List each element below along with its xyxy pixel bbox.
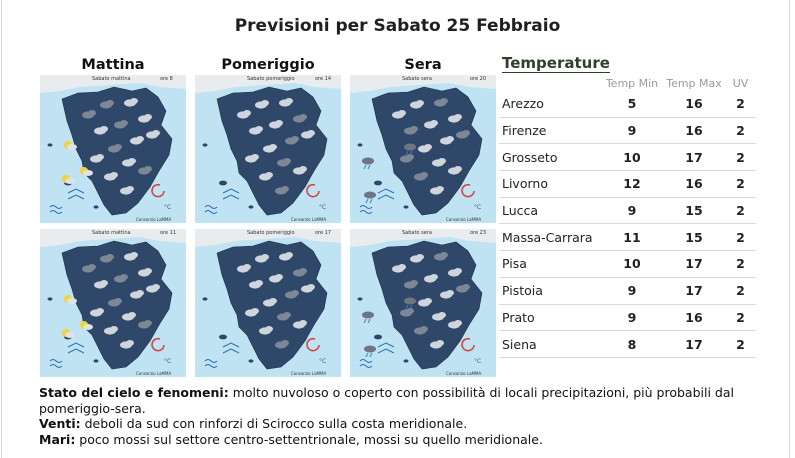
temperature-row	[499, 224, 756, 251]
uv-header: UV	[732, 76, 749, 90]
forecast-map	[350, 229, 496, 377]
temperature-rows	[499, 91, 756, 357]
temp-max-value: 17	[663, 331, 725, 358]
city-name: Pistoia	[499, 277, 601, 304]
temp-max-value: 16	[663, 91, 725, 117]
map-label: Sabato mattina	[92, 230, 131, 236]
temperature-row	[499, 277, 756, 304]
temp-min-header: Temp Min	[605, 76, 659, 90]
sea-line	[39, 432, 764, 448]
uv-value: 2	[725, 224, 756, 251]
city-name: Pisa	[499, 251, 601, 278]
column-header-mattina: Mattina	[81, 57, 145, 73]
forecast-map	[40, 75, 186, 223]
sea-text: poco mossi sul settore centro-settentrionale, mossi su quello meridionale.	[75, 431, 543, 447]
uv-value: 2	[725, 331, 756, 358]
map-credit: Consorzio LaMMA	[446, 217, 482, 222]
map-credit: Consorzio LaMMA	[446, 371, 482, 376]
city-name: Lucca	[499, 197, 601, 224]
svg-text:°C: °C	[474, 204, 482, 211]
map-time: ore 14	[315, 76, 332, 82]
city-header	[499, 75, 601, 91]
city-name: Livorno	[499, 171, 601, 198]
svg-text:°C: °C	[474, 358, 482, 365]
wind-text: deboli da sud con rinforzi di Scirocco sulla costa meridionale.	[80, 416, 468, 431]
uv-value: 2	[725, 91, 756, 117]
map-time: ore 23	[470, 230, 487, 236]
map-credit: Consorzio LaMMA	[136, 217, 172, 222]
map-time: ore 11	[160, 230, 177, 236]
temp-max-value: 17	[663, 251, 725, 278]
temp-min-value: 9	[601, 304, 663, 331]
temperature-row	[499, 171, 756, 198]
map-label: Sabato pomeriggio	[247, 76, 295, 82]
temp-max-value: 17	[663, 144, 725, 171]
svg-text:°C: °C	[319, 204, 327, 211]
sky-label: Stato del cielo e fenomeni:	[39, 385, 229, 400]
page-border-right	[789, 0, 790, 458]
column-header-sera: Sera	[404, 57, 442, 73]
temp-min-value: 8	[601, 331, 663, 358]
temperature-row	[499, 91, 756, 117]
city-name: Siena	[499, 331, 601, 358]
temp-min-value: 10	[601, 251, 663, 278]
map-credit: Consorzio LaMMA	[136, 371, 172, 376]
forecast-map	[195, 229, 341, 377]
temp-max-value: 15	[663, 224, 725, 251]
map-time: ore 8	[160, 76, 173, 82]
temp-min-value: 11	[601, 224, 663, 251]
temperature-header-row	[499, 75, 756, 91]
svg-text:°C: °C	[164, 358, 172, 365]
svg-text:°C: °C	[319, 358, 327, 365]
temperature-table	[499, 75, 756, 358]
map-credit: Consorzio LaMMA	[291, 217, 327, 222]
page-border-left	[1, 0, 2, 458]
uv-value: 2	[725, 251, 756, 278]
temperature-row	[499, 144, 756, 171]
temp-max-value: 16	[663, 117, 725, 144]
map-time: ore 20	[470, 76, 487, 82]
column-header-pomeriggio: Pomeriggio	[221, 57, 315, 73]
forecast-map	[40, 229, 186, 377]
uv-value: 2	[725, 117, 756, 144]
temp-min-value: 9	[601, 197, 663, 224]
sky-line	[39, 385, 764, 416]
temp-min-value: 5	[601, 91, 663, 117]
uv-value: 2	[725, 171, 756, 198]
temperature-row	[499, 251, 756, 278]
temperature-row	[499, 197, 756, 224]
page-title: Previsioni per Sabato 25 Febbraio	[234, 16, 561, 36]
map-credit: Consorzio LaMMA	[291, 371, 327, 376]
map-label: Sabato sera	[402, 76, 432, 82]
sea-label: Mari:	[39, 431, 76, 447]
temp-min-value: 9	[601, 117, 663, 144]
temp-max-value: 17	[663, 277, 725, 304]
temp-max-value: 15	[663, 197, 725, 224]
temperature-row	[499, 304, 756, 331]
uv-value: 2	[725, 197, 756, 224]
city-name: Prato	[499, 304, 601, 331]
wind-label: Venti:	[39, 416, 81, 431]
city-name: Massa-Carrara	[499, 224, 601, 251]
forecast-map	[350, 75, 496, 223]
temp-min-value: 12	[601, 171, 663, 198]
temp-min-value: 10	[601, 144, 663, 171]
temp-min-value: 9	[601, 277, 663, 304]
temp-max-value: 16	[663, 304, 725, 331]
temperature-row	[499, 331, 756, 358]
forecast-description	[39, 385, 764, 447]
temp-max-header: Temp Max	[666, 76, 722, 90]
city-name: Firenze	[499, 117, 601, 144]
city-name: Grosseto	[499, 144, 601, 171]
forecast-map	[195, 75, 341, 223]
temp-max-value: 16	[663, 171, 725, 198]
city-name: Arezzo	[499, 91, 601, 117]
map-time: ore 17	[315, 230, 332, 236]
uv-value: 2	[725, 277, 756, 304]
temperature-title: Temperature	[502, 54, 610, 72]
map-label: Sabato pomeriggio	[247, 230, 295, 236]
uv-value: 2	[725, 144, 756, 171]
svg-text:°C: °C	[164, 204, 172, 211]
wind-line	[39, 416, 764, 432]
temperature-row	[499, 117, 756, 144]
map-label: Sabato mattina	[92, 76, 131, 82]
map-label: Sabato sera	[402, 230, 432, 236]
uv-value: 2	[725, 304, 756, 331]
sky-text: molto nuvoloso o coperto con possibilità di locali precipitazioni, più probabili dal pomeriggio-sera.	[39, 385, 734, 416]
